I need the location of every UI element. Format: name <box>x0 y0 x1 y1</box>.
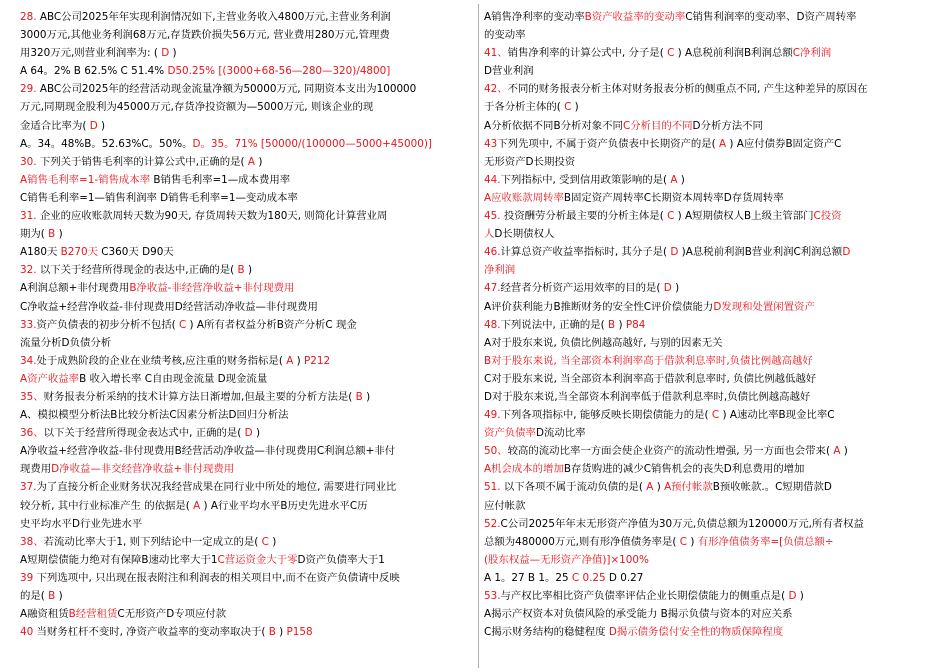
text-line <box>20 406 475 424</box>
body-text: 下列先项中, 不属于资产负债表中长期资产的是( <box>497 137 720 150</box>
answer-text: 31. <box>20 210 37 223</box>
body-text: ) <box>615 318 626 331</box>
answer-text: 资产负债率 <box>484 427 536 440</box>
body-text: ABC公司2025年的经营活动现金流量净额为50000万元, 同期资本支出为100000 <box>36 83 417 96</box>
text-line <box>20 334 475 352</box>
body-text: D营业利润 <box>484 65 534 78</box>
answer-text: 52. <box>484 517 501 530</box>
text-line <box>20 551 475 569</box>
body-text: ) <box>671 282 680 295</box>
text-line <box>20 261 475 279</box>
body-text: 的是( <box>20 590 49 602</box>
text-line <box>484 8 932 26</box>
body-text: B固定资产周转率C长期资本周转率D存货周转率 <box>563 191 784 204</box>
answer-text: D <box>670 246 679 259</box>
body-text: 万元,同期现金股利为45000万元,存货净投资额为—5000万元, 则该企业的现 <box>20 101 374 114</box>
body-text: 处于成熟阶段的企业在业绩考核,应注重的财务指标是( <box>36 354 287 367</box>
body-text: 计算总资产收益率指标时, 其分子是( <box>500 246 671 259</box>
answer-text: C 0.25 <box>571 571 606 584</box>
answer-text: C营运资金大于零 <box>217 553 298 566</box>
body-text: D对于股东来说,当全部资本利润率低于借款利息率时,负债比例越高越好 <box>484 390 811 403</box>
answer-text: C <box>711 409 720 422</box>
body-text: ) <box>796 590 804 602</box>
body-text: ) A速动比率B现金比率C <box>719 409 835 422</box>
answer-text: A机会成本的增加 <box>484 463 564 476</box>
body-text: 3000万元,其他业务利润68万元,存货跌价损失56万元, 营业费用280万元,管理费 <box>20 29 390 42</box>
text-line <box>20 388 475 406</box>
text-line <box>20 352 475 370</box>
body-text: C销售毛利率=1—销售利润率 D销售毛利率=1—变动成本率 <box>20 191 298 204</box>
body-text: 金适合比率为( <box>20 119 90 132</box>
answer-text: B <box>355 390 363 403</box>
text-line <box>20 225 475 243</box>
answer-text: 38、 <box>20 535 44 548</box>
answer-text: C <box>261 535 269 548</box>
answer-text: D。35。71% <box>192 137 258 150</box>
body-text: 以下关于经营所得现金表达式中, 正确的是( <box>43 427 245 440</box>
text-line <box>20 135 475 153</box>
answer-text: A预付帐款 <box>664 481 713 494</box>
body-text: 无形资产D长期投资 <box>484 155 576 168</box>
body-text: 总额为480000万元,则有形净值债务率是( <box>484 535 680 548</box>
answer-text: P158 <box>286 626 313 639</box>
answer-text: C <box>178 318 187 331</box>
answer-text: D <box>244 427 253 440</box>
answer-text: D <box>842 246 851 259</box>
body-text: 经营者分析资产运用效率的目的是( <box>500 282 664 295</box>
body-text: 史平均水平D行业先进水平 <box>20 517 143 530</box>
answer-text: 48. <box>484 318 501 331</box>
text-line <box>20 533 475 551</box>
answer-text: P212 <box>303 354 331 367</box>
right-column <box>484 8 932 641</box>
body-text: ) <box>252 427 260 440</box>
text-line <box>484 243 932 261</box>
answer-text: B <box>48 228 56 241</box>
text-line <box>484 370 932 388</box>
text-line <box>20 153 475 171</box>
body-text: B 收入增长率 C自由现金流量 D现金流量 <box>79 372 268 385</box>
body-text: ) A短期债权人B上级主管部门 <box>674 210 814 223</box>
answer-text: B净收益-非经营净收益+非付现费用 <box>129 282 295 295</box>
left-column <box>20 8 475 641</box>
body-text: ABC公司2025年年实现利润情况如下,主营业务收入4800万元,主营业务利润 <box>36 11 391 23</box>
text-line <box>20 62 475 80</box>
column-divider <box>478 4 479 668</box>
answer-text: B经营租赁 <box>68 608 118 621</box>
text-line <box>20 370 475 388</box>
body-text: 期为( <box>20 228 49 241</box>
body-text: 为了直接分析企业财务状况我经营成果在同行业中所处的地位, 需要进行同业比 <box>36 481 397 494</box>
text-line <box>484 316 932 334</box>
text-line <box>484 207 932 225</box>
answer-text: C <box>679 535 688 548</box>
answer-text: 49. <box>484 409 501 422</box>
text-line <box>20 243 475 261</box>
body-text: A 64。2% B 62.5% C 51.4% <box>20 65 168 78</box>
text-line <box>484 587 932 605</box>
body-text: D流动比率 <box>535 427 586 440</box>
text-line <box>20 117 475 135</box>
body-text: D分析方法不同 <box>692 119 763 132</box>
text-line <box>484 298 932 316</box>
body-text: 下列关于销售毛利率的计算公式中,正确的是( <box>36 155 248 168</box>
answer-text: 37. <box>20 481 37 494</box>
text-line <box>484 153 932 171</box>
answer-text: A <box>247 155 256 168</box>
text-line <box>20 497 475 515</box>
text-line <box>484 623 932 641</box>
answer-text: C投资 <box>813 210 842 223</box>
answer-text: B资产收益率的变动率 <box>584 11 686 23</box>
answer-text: 净利润 <box>484 264 516 277</box>
answer-text: 39 <box>20 571 34 584</box>
answer-text: D揭示债务偿付安全性的物质保障程度 <box>608 626 784 639</box>
body-text: 若流动比率大于1, 则下列结论中一定成立的是( <box>43 535 262 548</box>
text-line <box>20 189 475 207</box>
text-line <box>484 605 932 623</box>
body-text: 较高的流动比率一方面会使企业资产的流动性增强, 另一方面也会带来( <box>507 445 834 458</box>
answer-text: A资产收益率 <box>20 372 80 385</box>
body-text: 应付帐款 <box>484 499 526 512</box>
answer-text: D50.25% <box>167 65 216 78</box>
body-text: 的变动率 <box>484 29 526 42</box>
body-text: ) A息税前利润B利润总额 <box>674 47 793 60</box>
answer-text: D <box>161 47 170 60</box>
answer-text: 32. <box>20 264 37 277</box>
answer-text: A销售毛利率=1-销售成本率 <box>20 173 151 186</box>
answer-text: 30. <box>20 155 37 168</box>
text-line <box>20 424 475 442</box>
body-text: 以下关于经营所得现金的表达中,正确的是( <box>36 264 238 277</box>
answer-text: 34. <box>20 354 37 367</box>
body-text: 较分析, 其中行业标准产生 的依据是( <box>20 499 194 512</box>
answer-text: 40 <box>20 626 34 639</box>
text-line <box>484 478 932 496</box>
answer-text: C净利润 <box>792 47 832 60</box>
text-line <box>484 497 932 515</box>
body-text: 企业的应收账款周转天数为90天, 存货周转天数为180天, 则简化计算营业周 <box>36 210 388 223</box>
body-text: ) <box>687 535 698 548</box>
text-line <box>484 189 932 207</box>
text-line <box>484 334 932 352</box>
answer-text: 41、 <box>484 47 508 60</box>
text-line <box>484 460 932 478</box>
body-text: ) <box>244 264 253 277</box>
text-line <box>20 569 475 587</box>
body-text: ) A行业平均水平B历史先进水平C历 <box>200 499 368 512</box>
answer-text: 36、 <box>20 427 44 440</box>
body-text: ) <box>677 173 685 186</box>
body-text: ) <box>268 535 277 548</box>
answer-text: 46. <box>484 246 501 259</box>
answer-text: D <box>89 119 98 132</box>
answer-text: 有形净值债务率=[负债总额÷ <box>697 535 834 548</box>
answer-text: B <box>48 590 56 602</box>
text-line <box>484 44 932 62</box>
text-line <box>20 171 475 189</box>
answer-text: D <box>663 282 672 295</box>
answer-text: C分析目的不同 <box>622 119 693 132</box>
text-line <box>20 98 475 116</box>
text-line <box>484 135 932 153</box>
text-line <box>484 388 932 406</box>
body-text: ) <box>840 445 848 458</box>
answer-text: B <box>268 626 276 639</box>
body-text: A、模拟模型分析法B比较分析法C因素分析法D回归分析法 <box>20 409 289 422</box>
body-text: 用320万元,则营业利润率为: ( <box>20 47 162 60</box>
body-text: ) <box>97 119 106 132</box>
answer-text: 35、 <box>20 390 44 403</box>
body-text: 下列指标中, 受到信用政策影响的是( <box>500 173 671 186</box>
answer-text: 29. <box>20 83 37 96</box>
body-text: 投资酬劳分析最主要的分析主体是( <box>500 210 668 223</box>
body-text: A。34。48%B。52.63%C。50%。 <box>20 137 193 150</box>
body-text: A 1。27 B 1。25 <box>484 571 572 584</box>
text-line <box>484 225 932 243</box>
body-text: C无形资产D专项应付款 <box>117 608 227 621</box>
text-line <box>20 80 475 98</box>
answer-text: C <box>667 47 675 60</box>
text-line <box>20 587 475 605</box>
text-line <box>484 98 932 116</box>
body-text: 于各分析主体的( <box>484 101 565 114</box>
text-line <box>484 515 932 533</box>
answer-text: 42、 <box>484 83 508 96</box>
body-text: D资产负债率大于1 <box>297 553 385 566</box>
answer-text: 51. <box>484 481 501 494</box>
text-line <box>20 207 475 225</box>
text-line <box>484 569 932 587</box>
body-text: A评价获利能力B推断财务的安全性C评价偿债能力 <box>484 300 714 313</box>
body-text: C销售利润率的变动率、D资产周转率 <box>685 11 857 23</box>
text-line <box>484 171 932 189</box>
body-text: 销售净利率的计算公式中, 分子是( <box>507 47 668 60</box>
answer-text: A <box>670 173 678 186</box>
text-line <box>484 352 932 370</box>
body-text: ) <box>571 101 579 114</box>
answer-text: D <box>788 590 797 602</box>
body-text: A揭示产权资本对负债风险的承受能力 B揭示负债与资本的对应关系 <box>484 608 793 621</box>
body-text: C公司2025年年末无形资产净值为30万元,负债总额为120000万元,所有者权益 <box>500 517 864 530</box>
answer-text: [50000/(100000—5000+45000)] <box>260 137 432 150</box>
body-text: 不同的财务报表分析主体对财务报表分析的侧重点不同, 产生这种差异的原因在 <box>507 83 868 96</box>
answer-text: D发现和处置闲置资产 <box>713 300 815 313</box>
answer-text: B对于股东来说, 当全部资本利润率高于借款利息率时,负债比例越高越好 <box>484 354 813 367</box>
text-line <box>20 8 475 26</box>
body-text: ) <box>55 590 63 602</box>
body-text: A对于股东来说, 负债比例越高越好, 与别的因素无关 <box>484 336 723 349</box>
text-line <box>20 44 475 62</box>
text-line <box>484 62 932 80</box>
text-line <box>20 279 475 297</box>
body-text: C360天 D90天 <box>98 246 174 259</box>
body-text: ) <box>293 354 304 367</box>
body-text: B销售毛利率=1—成本费用率 <box>150 173 291 186</box>
body-text: 以下各项不属于流动负债的是( <box>500 481 647 494</box>
body-text: ) <box>255 155 263 168</box>
text-line <box>20 460 475 478</box>
text-line <box>484 261 932 279</box>
text-line <box>484 279 932 297</box>
body-text: A利润总额+非付现费用 <box>20 282 130 295</box>
body-text: 资产负债表的初步分析不包括( <box>36 318 179 331</box>
body-text: 流量分析D负债分析 <box>20 336 112 349</box>
answer-text: 47. <box>484 282 501 295</box>
answer-text: 50、 <box>484 445 508 458</box>
body-text: ) A应付债券B固定资产C <box>726 137 842 150</box>
text-line <box>484 424 932 442</box>
body-text: A短期偿债能力绝对有保障B速动比率大于1 <box>20 553 218 566</box>
body-text: 下列各项指标中, 能够反映长期偿债能力的是( <box>500 409 712 422</box>
body-text: A分析依据不同B分析对象不同 <box>484 119 623 132</box>
body-text: 当财务杠杆不变时, 净资产收益率的变动率取决于( <box>33 626 269 639</box>
text-line <box>20 623 475 641</box>
body-text: 财务报表分析采纳的技术计算方法日渐增加,但最主要的分析方法是( <box>43 390 356 403</box>
answer-text: B <box>608 318 616 331</box>
answer-text: A <box>833 445 841 458</box>
body-text: B存货购进的减少C销售机会的丧失D利息费用的增加 <box>563 463 805 476</box>
answer-text: 53. <box>484 590 501 602</box>
text-line <box>20 478 475 496</box>
text-line <box>20 298 475 316</box>
body-text: A180天 <box>20 246 61 259</box>
answer-text: A <box>646 481 654 494</box>
body-text: D长期债权人 <box>494 228 555 241</box>
answer-text: 43 <box>484 137 498 150</box>
text-line <box>20 442 475 460</box>
answer-text: 33. <box>20 318 37 331</box>
body-text: ) A所有者权益分析B资产分析C 现金 <box>186 318 357 331</box>
answer-text: B <box>237 264 245 277</box>
body-text: 下列说法中, 正确的是( <box>500 318 609 331</box>
answer-text: [(3000+68-56—280—320)/4800] <box>218 65 391 78</box>
answer-text: A应收账款周转率 <box>484 191 564 204</box>
answer-text: 人 <box>484 228 495 241</box>
body-text: ) <box>275 626 287 639</box>
text-line <box>20 316 475 334</box>
answer-text: C <box>667 210 675 223</box>
body-text: 与产权比率相比资产负债率评估企业长期偿债能力的侧重点是( <box>500 590 789 602</box>
answer-text: A <box>719 137 727 150</box>
answer-text: 45. <box>484 210 501 223</box>
body-text: )A息税前利润B营业利润C利润总额 <box>678 246 843 259</box>
answer-text: D净收益—非交经营净收益+非付现费用 <box>51 463 235 476</box>
body-text: 现费用 <box>20 463 52 476</box>
answer-text: A <box>286 354 294 367</box>
text-line <box>484 117 932 135</box>
body-text: C净收益+经营净收益-非付现费用D经营活动净收益—非付现费用 <box>20 300 318 313</box>
body-text: ) <box>55 228 63 241</box>
text-line <box>484 442 932 460</box>
text-line <box>484 551 932 569</box>
body-text: C对于股东来说, 当全部资本利润率高于借款利息率时, 负债比例越低越好 <box>484 372 817 385</box>
body-text: D 0.27 <box>605 571 644 584</box>
answer-text: B270天 <box>60 246 98 259</box>
text-line <box>484 80 932 98</box>
answer-text: 28. <box>20 11 37 23</box>
body-text: ) <box>169 47 177 60</box>
body-text: A净收益+经营净收益-非付现费用B经营活动净收益—非付现费用C利润总额+非付 <box>20 445 396 458</box>
text-line <box>20 605 475 623</box>
answer-text: 44. <box>484 173 501 186</box>
answer-text: P84 <box>625 318 646 331</box>
body-text: ) <box>362 390 371 403</box>
text-line <box>20 26 475 44</box>
body-text: 下列选项中, 只出现在报表附注和利润表的相关项目中,而不在资产负债请中反映 <box>33 571 400 584</box>
body-text: A融资租赁 <box>20 608 69 621</box>
body-text: C揭示财务结构的稳健程度 <box>484 626 609 639</box>
body-text: ) <box>653 481 665 494</box>
answer-text: (股东权益—无形资产净值)]×100% <box>484 553 649 566</box>
text-line <box>484 406 932 424</box>
body-text: B预收帐款.。C短期借款D <box>712 481 832 494</box>
body-text: A销售净利率的变动率 <box>484 11 585 23</box>
answer-text: A <box>193 499 201 512</box>
text-line <box>484 26 932 44</box>
answer-text: C <box>564 101 572 114</box>
text-line <box>20 515 475 533</box>
text-line <box>484 533 932 551</box>
